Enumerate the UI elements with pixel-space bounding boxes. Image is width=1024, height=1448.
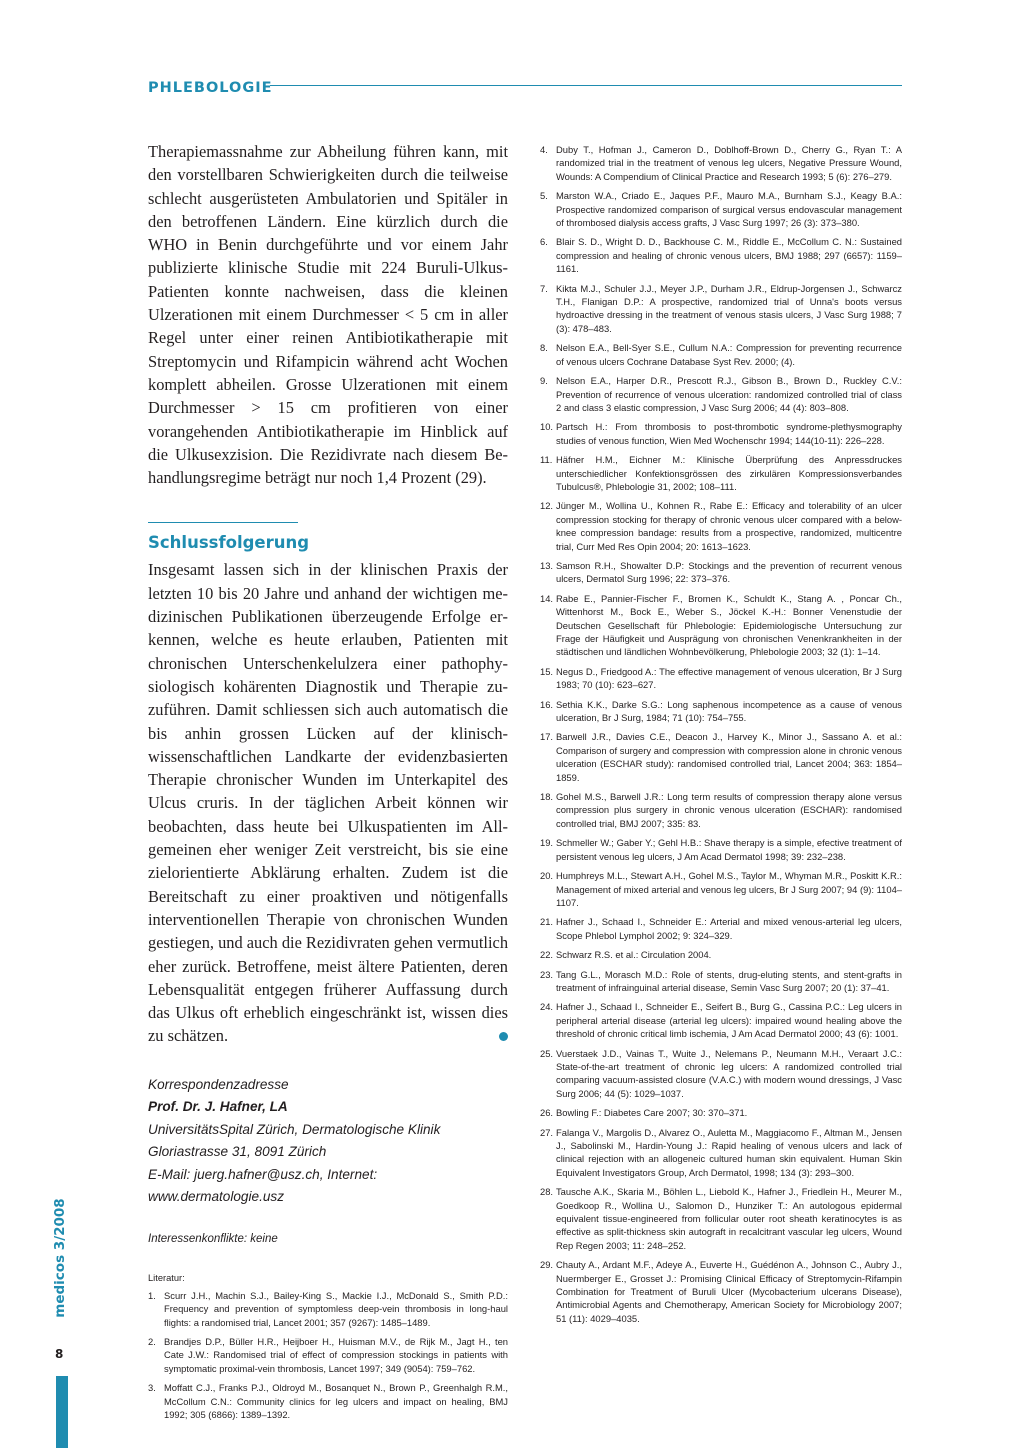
literature-label: Literatur: [148,1272,185,1283]
reference-number: 27. [540,1126,554,1138]
reference-text: Blair S. D., Wright D. D., Backhouse C. M., Riddle E., McCollum C. N.: Sustained compression and healing of chronic venous ulcers, BMJ 1988; 297 (6657): 1159–1161. [556,236,902,275]
reference-text: Schmeller W.; Gaber Y.; Gehl H.B.: Shave therapy is a simple, efective treatment of persistent venous leg ulcers, J Am Acad Dermatol 1998; 39: 232–238. [556,837,902,862]
reference-item [540,948,902,961]
reference-text: Sethia K.K., Darke S.G.: Long saphenous incompetence as a cause of venous ulceration, Br J Surg, 1984; 71 (10): 754–755. [556,698,902,724]
reference-item [540,1106,902,1119]
reference-number: 8. [540,342,548,354]
reference-number: 4. [540,144,548,155]
reference-text: Partsch H.: From thrombosis to post-thrombotic syndrome-plethysmography studies of venous function, Wien Med Wochenschr 1994; 144(10-11): 226–228. [556,421,902,446]
reference-text: Gohel M.S., Barwell J.R.: Long term results of compression therapy alone versus compression plus surgery in chronic venous ulceration (ESCHAR): randomised controlled trial, BMJ 2007; 335: 83. [556,791,902,829]
reference-text: Jünger M., Wollina U., Kohnen R., Rabe E.: Efficacy and tolerability of an ulcer compression stocking for therapy of chronic venous ulcer compared with a below-knee compression bandage: results from a prospective, randomized, multicentre trial, Curr Med Res Opin 2004; 20: 1613–1623. [556,500,902,552]
reference-item [540,698,902,725]
reference-number: 18. [540,791,554,803]
journal-issue-text: medicos 3/2008 [52,1198,68,1318]
left-column [148,140,508,1421]
reference-item [148,1381,508,1421]
reference-item [540,420,902,447]
contact-address: Gloriastrasse 31, 8091 Zürich [148,1144,327,1160]
conflict-of-interest: Interessenkonflikte: keine [148,1232,278,1245]
contact-block [148,1074,508,1209]
reference-number: 1. [148,1289,156,1301]
reference-item [540,915,902,942]
reference-number: 13. [540,559,554,571]
journal-issue-vertical [50,1195,70,1325]
reference-number: 28. [540,1186,554,1198]
reference-number: 25. [540,1047,554,1059]
reference-number: 24. [540,1001,554,1013]
reference-text: Moffatt C.J., Franks P.J., Oldroyd M., Bosanquet N., Brown P., Greenhalgh R.M., McCollum C.N.: Community clinics for leg ulcers and impact on healing, BMJ 1992; 305 (6866): 1389–1392. [164,1382,508,1420]
reference-item [148,1335,508,1375]
accent-bar [56,1376,68,1448]
reference-item [540,499,902,553]
reference-list-left [148,1289,508,1422]
reference-number: 3. [148,1382,156,1394]
reference-text: Hafner J., Schaad I., Schneider E.: Arterial and mixed venous-arterial leg ulcers, Scope Phlebol Lymphol 2002; 9: 324–329. [556,916,902,941]
reference-text: Negus D., Friedgood A.: The effective management of venous ulceration, Br J Surg 1983; 70 (10): 623–627. [556,665,902,691]
reference-text: Falanga V., Margolis D., Alvarez O., Auletta M., Maggiacomo F., Altman M., Jensen J., Sabolinski M., Hardin-Young J.: Rapid healing of venous ulcers and lack of clinical rejection with an allogeneic cultured human skin equivalent. Human Skin Equivalent Investigators Group, Arch Dermatol, 1998; 134 (3): 293–300. [556,1126,902,1178]
conclusion-heading: Schlussfolgerung [148,533,310,553]
reference-text: Chauty A., Ardant M.F., Adeye A., Euverte H., Guédénon A., Johnson C., Aubry J., Nuermberger E., Grosset J.: Promising Clinical Efficacy of Streptomycin-Rifampin Combination for Treatment of Buruli Ulcer (Mycobacterium ulcerans Disease), Antimicrobial Agents and Chemotherapy, American Society for Microbiology 2007; 51 (11): 4029–4035. [556,1259,902,1324]
reference-number: 20. [540,870,554,882]
reference-item [148,1289,508,1329]
contact-institution: UniversitätsSpital Zürich, Dermatologische Klinik [148,1121,441,1137]
reference-item [540,836,902,863]
reference-text: Duby T., Hofman J., Cameron D., Doblhoff-Brown D., Cherry G., Ryan T.: A randomized trial in the treatment of venous leg ulcers, Negative Pressure Wound, Wounds: A Compendium of Clinical Practice and Research 1993; 5 (6): 276–279. [556,144,902,182]
reference-number: 29. [540,1259,554,1271]
reference-number: 23. [540,968,554,980]
reference-item [540,665,902,692]
reference-number: 6. [540,236,548,248]
reference-item [540,453,902,493]
reference-text: Nelson E.A., Bell-Syer S.E., Cullum N.A.: Compression for preventing recurrence of venous ulcers Cochrane Database Syst Rev. 2000; (4). [556,342,902,367]
reference-text: Humphreys M.L., Stewart A.H., Gohel M.S., Taylor M., Whyman M.R., Poskitt K.R.: Management of mixed arterial and venous leg ulcers, Br J Surg 2007; 94 (9): 1104–1107. [556,870,902,908]
reference-number: 17. [540,731,554,743]
reference-number: 9. [540,375,548,387]
reference-number: 2. [148,1335,156,1347]
reference-text: Hafner J., Schaad I., Schneider E., Seifert B., Burg G., Cassina P.C.: Leg ulcers in peripheral arterial disease (arterial leg ulcers): impaired wound healing above the threshold of chronic critical limb ischemia, J Am Acad Dermatol 2000; 43 (6): 1001. [556,1001,902,1040]
reference-number: 22. [540,949,554,961]
reference-item [540,1258,902,1325]
reference-item [540,143,902,183]
intro-paragraph: Therapiemassnahme zur Abheilung führen kann, mit den vorstellbaren Schwierigkeiten durch die teilweise schlecht ausgerüsteten Ambulatorien und Spitäler in den betroffenen Ländern. Eine kürzlich durch die WHO in Benin durchgeführte und vor einem Jahr publizierte klinische Studie mit 224 Buruli-Ulkus-Patienten konnte nachweisen, dass die kleinen Ulzerationen mit einem Durchmesser < 5 cm in aller Regel unter einer reinen Antibiotikatherapie mit Streptomycin und Rifampicin während acht Wochen komplett abheilen. Grosse Ulzerationen mit einem Durchmesser > 15 cm profitieren von einer vorangehenden Antibiotikatherapie im Hinblick auf die Ulkusexzision. Die Rezidivrate nach diesem Behandlungsregime beträgt nur noch 1,4 Prozent (29). [148,142,508,488]
conclusion-paragraph [148,558,508,1047]
reference-item [540,559,902,586]
reference-text: Tausche A.K., Skaria M., Böhlen L., Liebold K., Hafner J., Friedlein H., Meurer M., Goedkoop R., Wollina U., Salomon D., Hunziker T.: An autologous epidermal equivalent tissue-engineered from follicular outer root sheath keratinocytes is as effective as split-thickness skin autograft in recalcitrant vascular leg ulcers, Wound Rep Regen 2003; 11: 248–252. [556,1186,902,1251]
reference-text: Kikta M.J., Schuler J.J., Meyer J.P., Durham J.R., Eldrup-Jorgensen J., Schwarcz T.H., Flanigan D.P.: A prospective, randomized trial of Unna's boots versus hydroactive dressing in the treatment of venous stasis ulcers, J Vasc Surg 1988; 7 (3): 478–483. [556,282,902,334]
reference-item [540,1000,902,1040]
header-rule [270,85,902,86]
reference-text: Nelson E.A., Harper D.R., Prescott R.J., Gibson B., Brown D., Ruckley C.V.: Prevention of recurrence of venous ulceration: randomized controlled trial of class 2 and class 3 elastic compression, J Vasc Surg 2006; 44 (4): 803–808. [556,375,902,413]
reference-text: Bowling F.: Diabetes Care 2007; 30: 370–371. [556,1107,748,1119]
reference-item [540,1185,902,1252]
conclusion-text: Insgesamt lassen sich in der klinischen Praxis der letzten 10 bis 20 Jahre und anhand der wichtigen medizinischen Publikationen überzeugende Erfolge erkennen, welche es heute erlauben, Patienten mit chronischen Unterschenkelulzera einer pathophysiologisch kohärenten Diagnostik und Therapie zuzuführen. Damit schliessen sich auch automatisch die bis anhin grossen Lücken auf der klinisch-wissenschaftlichen Landkarte der evidenzbasierten Therapie chronischer Wunden im Unterkapitel des Ulcus cruris. In der täglichen Arbeit können wir beobachten, dass heute bei Ulkuspatienten im Allgemeinen eher weniger Zeit verstreicht, bis sie eine zielorientierte Abklärung erhalten. Zudem ist die Bereitschaft zu einer proaktiven und nötigenfalls interventionellen Therapie von chronischen Wunden gestiegen, und auch die Rezidivraten gehen vermutlich eher zurück. Betroffene, meist ältere Patienten, deren Lebensqualität entgegen früherer Auffassung durch das Ulkus oft erheblich eingeschränkt ist, wissen dies zu schätzen. [148,560,509,1046]
page-number: 8 [55,1347,64,1361]
section-header: PHLEBOLOGIE [148,80,273,96]
right-column [540,143,902,1325]
reference-item [540,869,902,909]
section-divider [148,522,298,523]
article-end-dot [499,1032,508,1041]
reference-text: Scurr J.H., Machin S.J., Bailey-King S., Mackie I.J., McDonald S., Smith P.D.: Frequency and prevention of symptomless deep-vein thrombosis in long-haul flights: a randomised trial, Lancet 2001; 357 (9267): 1485–1489. [164,1289,508,1328]
reference-number: 14. [540,592,554,604]
reference-number: 16. [540,698,554,710]
reference-list-right [540,143,902,1325]
reference-text: Vuerstaek J.D., Vainas T., Wuite J., Nelemans P., Neumann M.H., Veraart J.C.: State-of-the-art treatment of chronic leg ulcers: A randomized controlled trial comparing vacuum-assisted closure (V.A.C.) with modern wound dressings, J Vasc Surg 2006; 44 (5): 1029–1037. [556,1047,902,1099]
reference-item [540,1047,902,1101]
reference-item [540,592,902,659]
contact-name: Prof. Dr. J. Hafner, LA [148,1099,288,1115]
reference-text: Tang G.L., Morasch M.D.: Role of stents, drug-eluting stents, and stent-grafts in treatment of infrainguinal arterial disease, Semin Vasc Surg 2007; 20 (1): 37–41. [556,968,902,993]
reference-text: Schwarz R.S. et al.: Circulation 2004. [556,949,712,961]
reference-item [540,730,902,784]
reference-item [540,374,902,414]
reference-number: 15. [540,665,554,677]
contact-email-web: E-Mail: juerg.hafner@usz.ch, Internet: www.dermatologie.usz [148,1166,378,1205]
reference-text: Häfner H.M., Eichner M.: Klinische Überprüfung des Anpressdruckes unterschiedlicher Konfektionsgrössen des zirkulären Kompressionsverbandes Tubulcus®, Phlebologie 31, 2002; 108–111. [556,454,902,492]
reference-text: Samson R.H., Showalter D.P: Stockings and the prevention of recurrent venous ulcers, Dermatol Surg 1996; 22: 373–376. [556,559,902,585]
reference-item [540,968,902,995]
reference-number: 5. [540,190,548,202]
reference-number: 11. [540,454,553,466]
reference-item [540,189,902,229]
reference-text: Barwell J.R., Davies C.E., Deacon J., Harvey K., Minor J., Sassano A. et al.: Comparison of surgery and compression with compression alone in chronic venous ulceration (ESCHAR study): randomised controlled trial, Lancet 2004; 363: 1854–1859. [556,731,902,783]
reference-item [540,341,902,368]
reference-number: 10. [540,421,554,433]
reference-text: Brandjes D.P., Büller H.R., Heijboer H., Huisman M.V., de Rijk M., Jagt H., ten Cate J.W.: Randomised trial of effect of compression stockings in patients with symptomatic proximal-vein thrombosis, Lancet 1997; 349 (9054): 759–762. [164,1335,508,1374]
reference-number: 21. [540,916,554,928]
reference-item [540,1126,902,1180]
reference-item [540,235,902,275]
reference-item [540,282,902,336]
reference-number: 19. [540,837,554,849]
reference-number: 7. [540,282,548,294]
reference-text: Rabe E., Pannier-Fischer F., Bromen K., Schuldt K., Stang A. , Poncar Ch., Wittenhorst M., Bock E., Weber S., Jöckel K.-H.: Bonner Venenstudie der Deutschen Gesellschaft für Phlebologie: Epidemiologische Untersuchung zur Frage der Häufigkeit und Ausprägung von chronischen Venenkrankheiten in der städtischen und ländlichen Wohnbevölkerung, Phlebologie 2003; 32 (1): 1–14. [556,592,902,658]
reference-number: 12. [540,500,554,512]
reference-item [540,790,902,830]
reference-number: 26. [540,1107,554,1119]
reference-text: Marston W.A., Criado E., Jaques P.F., Mauro M.A., Burnham S.J., Keagy B.A.: Prospective randomized comparison of surgical versus endovascular management of thrombosed dialysis access grafts, J Vasc Surg 1997; 26 (3): 373–380. [556,190,902,229]
contact-label: Korrespondenzadresse [148,1076,289,1092]
